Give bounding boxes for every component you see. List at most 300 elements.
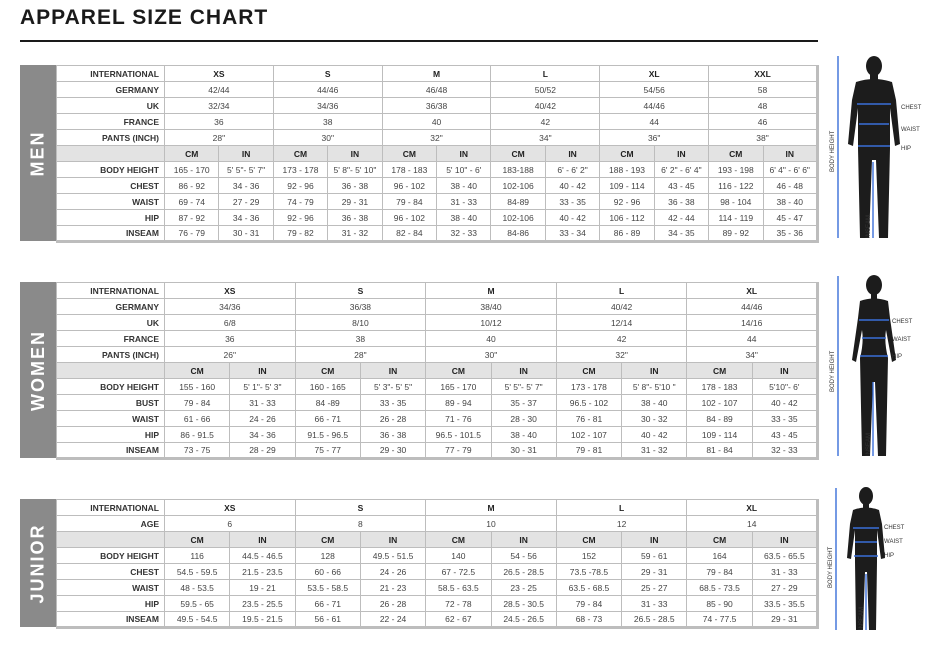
table-row [57,395,818,411]
size-value: 40 [382,114,491,130]
measure-value: 71 - 76 [426,411,491,427]
size-value: 58 [709,82,818,98]
measure-value: 77 - 79 [426,443,491,459]
measure-value: 46 - 48 [763,178,817,194]
measure-value: 67 - 72.5 [426,564,491,580]
measure-value: 87 - 92 [165,210,219,226]
unit-header-in: IN [752,532,817,548]
measure-value: 85 - 90 [687,596,752,612]
junior-section-label: JUNIOR [27,522,48,604]
women-inseam-label: INSEAM [866,432,872,456]
measure-value: 116 - 122 [709,178,763,194]
measure-value: 178 - 183 [382,162,436,178]
measure-value: 35 - 37 [491,395,556,411]
row-label: FRANCE [57,331,165,347]
measure-value: 31 - 33 [437,194,491,210]
measure-value: 152 [556,548,621,564]
unit-header-in: IN [622,532,687,548]
unit-header-cm: CM [491,146,545,162]
row-label: UK [57,98,165,114]
measure-value: 5' 8"- 5'10 " [622,379,687,395]
measure-value: 30 - 31 [491,443,556,459]
unit-header-cm: CM [709,146,763,162]
unit-header-blank [57,146,165,162]
measure-value: 29 - 30 [360,443,425,459]
row-label: WAIST [57,580,165,596]
unit-header-in: IN [752,363,817,379]
table-row [57,331,818,347]
measure-value: 19 - 21 [230,580,295,596]
row-label: INSEAM [57,612,165,628]
measure-value: 165 - 170 [165,162,219,178]
measure-value: 69 - 74 [165,194,219,210]
measure-value: 49.5 - 54.5 [165,612,230,628]
measure-value: 34 - 36 [219,210,273,226]
size-value: 12 [556,516,687,532]
women-body-height-label: BODY HEIGHT [830,350,836,392]
measure-value: 79 - 84 [556,596,621,612]
measure-value: 84 - 89 [687,411,752,427]
unit-header-cm: CM [295,532,360,548]
table-row [57,130,818,146]
unit-header-cm: CM [165,146,219,162]
measure-value: 188 - 193 [600,162,654,178]
measure-value: 96.5 - 102 [556,395,621,411]
measure-value: 109 - 114 [600,178,654,194]
table-row [57,612,818,628]
table-row [57,178,818,194]
size-value: 14/16 [687,315,818,331]
measure-value: 128 [295,548,360,564]
table-row [57,379,818,395]
junior-inseam-label: INSEAM [859,606,865,630]
measure-value: 74 - 79 [273,194,327,210]
unit-header-cm: CM [382,146,436,162]
measure-value: 38 - 40 [491,427,556,443]
size-value: 50/52 [491,82,600,98]
measure-value: 86 - 92 [165,178,219,194]
measure-value: 109 - 114 [687,427,752,443]
size-value: 38 [273,114,382,130]
measure-value: 54.5 - 59.5 [165,564,230,580]
measure-value: 38 - 40 [437,178,491,194]
measure-value: 53.5 - 58.5 [295,580,360,596]
women-section [20,282,817,458]
measure-value: 26.5 - 28.5 [622,612,687,628]
measure-value: 38 - 40 [437,210,491,226]
row-label: BODY HEIGHT [57,162,165,178]
size-value: 28" [295,347,426,363]
table-row [57,114,818,130]
size-header: XS [165,66,274,82]
title-divider [20,40,818,42]
men-inseam-label: INSEAM [866,214,872,238]
unit-header-blank [57,532,165,548]
row-label: PANTS (INCH) [57,347,165,363]
size-value: 46/48 [382,82,491,98]
measure-value: 24 - 26 [230,411,295,427]
size-value: 38 [295,331,426,347]
row-label: GERMANY [57,299,165,315]
size-value: 42/44 [165,82,274,98]
row-label: BODY HEIGHT [57,379,165,395]
measure-value: 173 - 178 [273,162,327,178]
size-header: XL [600,66,709,82]
unit-header-cm: CM [295,363,360,379]
men-body-figure [826,52,926,244]
row-label: INSEAM [57,226,165,242]
unit-header-in: IN [219,146,273,162]
measure-value: 36 - 38 [654,194,708,210]
measure-value: 66 - 71 [295,411,360,427]
measure-value: 35 - 36 [763,226,817,242]
unit-header-in: IN [763,146,817,162]
size-header: S [273,66,382,82]
measure-value: 6' 4" - 6' 6" [763,162,817,178]
measure-value: 34 - 35 [654,226,708,242]
women-hip-label: HIP [892,354,903,360]
table-row [57,427,818,443]
measure-value: 28.5 - 30.5 [491,596,556,612]
measure-value: 114 - 119 [709,210,763,226]
size-header: L [556,500,687,516]
measure-value: 160 - 165 [295,379,360,395]
measure-value: 79 - 82 [273,226,327,242]
row-label: WAIST [57,194,165,210]
measure-value: 68.5 - 73.5 [687,580,752,596]
row-label: INTERNATIONAL [57,66,165,82]
men-chest-label: CHEST [901,105,922,111]
measure-value: 54 - 56 [491,548,556,564]
measure-value: 96.5 - 101.5 [426,427,491,443]
table-row [57,299,818,315]
measure-value: 40 - 42 [752,395,817,411]
row-label: FRANCE [57,114,165,130]
measure-value: 84-89 [491,194,545,210]
measure-value: 31 - 32 [328,226,382,242]
unit-header-in: IN [437,146,491,162]
measure-value: 29 - 31 [752,612,817,628]
size-value: 44 [687,331,818,347]
size-value: 10/12 [426,315,557,331]
women-chest-label: CHEST [892,319,913,325]
size-value: 14 [687,516,818,532]
junior-section [20,499,817,627]
junior-body-figure [826,484,926,634]
size-value: 34" [491,130,600,146]
unit-header-in: IN [654,146,708,162]
measure-value: 26 - 28 [360,411,425,427]
unit-header-row [57,146,818,162]
measure-value: 82 - 84 [382,226,436,242]
size-value: 34/36 [165,299,296,315]
measure-value: 59 - 61 [622,548,687,564]
measure-value: 73.5 -78.5 [556,564,621,580]
measure-value: 23.5 - 25.5 [230,596,295,612]
measure-value: 38 - 40 [622,395,687,411]
measure-value: 63.5 - 65.5 [752,548,817,564]
measure-value: 68 - 73 [556,612,621,628]
unit-header-in: IN [622,363,687,379]
size-value: 28" [165,130,274,146]
measure-value: 92 - 96 [273,178,327,194]
men-band [20,65,56,241]
measure-value: 183-188 [491,162,545,178]
measure-value: 42 - 44 [654,210,708,226]
measure-value: 75 - 77 [295,443,360,459]
measure-value: 81 - 84 [687,443,752,459]
size-value: 42 [556,331,687,347]
size-value: 40 [426,331,557,347]
measure-value: 79 - 81 [556,443,621,459]
measure-value: 24 - 26 [360,564,425,580]
row-label: BUST [57,395,165,411]
table-row [57,564,818,580]
measure-value: 6' 2" - 6' 4" [654,162,708,178]
men-waist-label: WAIST [901,127,920,133]
measure-value: 21.5 - 23.5 [230,564,295,580]
measure-value: 40 - 42 [545,210,599,226]
measure-value: 84-86 [491,226,545,242]
measure-value: 74 - 77.5 [687,612,752,628]
measure-value: 29 - 31 [622,564,687,580]
table-row [57,548,818,564]
measure-value: 86 - 89 [600,226,654,242]
measure-value: 59.5 - 65 [165,596,230,612]
measure-value: 5' 1"- 5' 3" [230,379,295,395]
row-label: UK [57,315,165,331]
women-waist-label: WAIST [892,337,911,343]
measure-value: 5' 8"- 5' 10" [328,162,382,178]
size-value: 44/46 [273,82,382,98]
measure-value: 140 [426,548,491,564]
measure-value: 36 - 38 [328,178,382,194]
size-value: 36/38 [295,299,426,315]
row-label: AGE [57,516,165,532]
measure-value: 43 - 45 [752,427,817,443]
table-row [57,580,818,596]
size-value: 10 [426,516,557,532]
size-value: 36 [165,114,274,130]
measure-value: 24.5 - 26.5 [491,612,556,628]
measure-value: 79 - 84 [687,564,752,580]
size-header: M [426,500,557,516]
measure-value: 30 - 32 [622,411,687,427]
women-size-table [56,282,819,460]
measure-value: 38 - 40 [763,194,817,210]
table-row [57,500,818,516]
size-header: S [295,283,426,299]
row-label: CHEST [57,564,165,580]
table-row [57,98,818,114]
size-header: M [426,283,557,299]
measure-value: 27 - 29 [752,580,817,596]
table-row [57,82,818,98]
size-value: 46 [709,114,818,130]
row-label: BODY HEIGHT [57,548,165,564]
measure-value: 49.5 - 51.5 [360,548,425,564]
men-section [20,65,817,241]
unit-header-cm: CM [165,532,230,548]
measure-value: 33 - 35 [360,395,425,411]
measure-value: 33 - 35 [752,411,817,427]
row-label: HIP [57,210,165,226]
table-row [57,596,818,612]
unit-header-cm: CM [426,532,491,548]
measure-value: 72 - 78 [426,596,491,612]
measure-value: 66 - 71 [295,596,360,612]
women-band [20,282,56,458]
measure-value: 79 - 84 [165,395,230,411]
size-header: S [295,500,426,516]
measure-value: 79 - 84 [382,194,436,210]
size-value: 48 [709,98,818,114]
size-value: 36" [600,130,709,146]
measure-value: 116 [165,548,230,564]
unit-header-cm: CM [273,146,327,162]
measure-value: 92 - 96 [273,210,327,226]
unit-header-row [57,363,818,379]
size-value: 38" [709,130,818,146]
measure-value: 28 - 30 [491,411,556,427]
size-value: 40/42 [491,98,600,114]
size-value: 8/10 [295,315,426,331]
measure-value: 31 - 33 [230,395,295,411]
unit-header-in: IN [230,532,295,548]
measure-value: 5'10"- 6' [752,379,817,395]
measure-value: 76 - 79 [165,226,219,242]
size-value: 32" [556,347,687,363]
measure-value: 45 - 47 [763,210,817,226]
unit-header-cm: CM [165,363,230,379]
size-value: 32/34 [165,98,274,114]
measure-value: 40 - 42 [545,178,599,194]
unit-header-cm: CM [556,363,621,379]
table-row [57,347,818,363]
unit-header-in: IN [328,146,382,162]
measure-value: 56 - 61 [295,612,360,628]
measure-value: 62 - 67 [426,612,491,628]
men-section-label: MEN [27,130,48,176]
size-value: 44/46 [600,98,709,114]
size-value: 26" [165,347,296,363]
row-label: GERMANY [57,82,165,98]
measure-value: 26.5 - 28.5 [491,564,556,580]
size-value: 8 [295,516,426,532]
junior-size-table [56,499,819,629]
row-label: HIP [57,427,165,443]
table-row [57,411,818,427]
measure-value: 33 - 35 [545,194,599,210]
size-header: XL [687,500,818,516]
measure-value: 73 - 75 [165,443,230,459]
size-value: 32" [382,130,491,146]
measure-value: 33 - 34 [545,226,599,242]
table-row [57,66,818,82]
measure-value: 32 - 33 [752,443,817,459]
measure-value: 60 - 66 [295,564,360,580]
measure-value: 31 - 33 [752,564,817,580]
row-label: INSEAM [57,443,165,459]
size-value: 34" [687,347,818,363]
size-header: L [491,66,600,82]
size-value: 12/14 [556,315,687,331]
unit-header-in: IN [230,363,295,379]
row-label: INTERNATIONAL [57,500,165,516]
row-label: HIP [57,596,165,612]
size-header: L [556,283,687,299]
measure-value: 89 - 92 [709,226,763,242]
unit-header-in: IN [360,532,425,548]
measure-value: 21 - 23 [360,580,425,596]
size-value: 54/56 [600,82,709,98]
women-silhouette [852,275,896,456]
measure-value: 28 - 29 [230,443,295,459]
measure-value: 155 - 160 [165,379,230,395]
measure-value: 76 - 81 [556,411,621,427]
size-value: 42 [491,114,600,130]
measure-value: 5' 3"- 5' 5" [360,379,425,395]
size-value: 34/36 [273,98,382,114]
men-silhouette [848,56,900,238]
measure-value: 106 - 112 [600,210,654,226]
size-header: XL [687,283,818,299]
size-value: 44/46 [687,299,818,315]
unit-header-in: IN [545,146,599,162]
measure-value: 23 - 25 [491,580,556,596]
measure-value: 5' 10" - 6' [437,162,491,178]
men-body-height-label: BODY HEIGHT [830,130,836,172]
unit-header-cm: CM [600,146,654,162]
size-value: 36 [165,331,296,347]
row-label: CHEST [57,178,165,194]
unit-header-blank [57,363,165,379]
measure-value: 43 - 45 [654,178,708,194]
measure-value: 58.5 - 63.5 [426,580,491,596]
junior-hip-label: HIP [884,553,895,559]
measure-value: 63.5 - 68.5 [556,580,621,596]
measure-value: 44.5 - 46.5 [230,548,295,564]
row-label: PANTS (INCH) [57,130,165,146]
size-value: 40/42 [556,299,687,315]
measure-value: 25 - 27 [622,580,687,596]
unit-header-cm: CM [426,363,491,379]
measure-value: 96 - 102 [382,178,436,194]
measure-value: 36 - 38 [360,427,425,443]
table-row [57,315,818,331]
measure-value: 36 - 38 [328,210,382,226]
measure-value: 102-106 [491,210,545,226]
measure-value: 5' 5"- 5' 7" [491,379,556,395]
page-title: APPAREL SIZE CHART [20,6,269,29]
unit-header-in: IN [491,363,556,379]
measure-value: 22 - 24 [360,612,425,628]
size-header: XS [165,500,296,516]
measure-value: 84 -89 [295,395,360,411]
measure-value: 102 - 107 [687,395,752,411]
table-row [57,283,818,299]
women-section-label: WOMEN [27,329,48,411]
size-value: 6 [165,516,296,532]
measure-value: 34 - 36 [230,427,295,443]
men-size-table [56,65,819,243]
size-value: 38/40 [426,299,557,315]
size-header: XS [165,283,296,299]
measure-value: 61 - 66 [165,411,230,427]
junior-chest-label: CHEST [884,525,905,531]
measure-value: 31 - 32 [622,443,687,459]
size-value: 44 [600,114,709,130]
